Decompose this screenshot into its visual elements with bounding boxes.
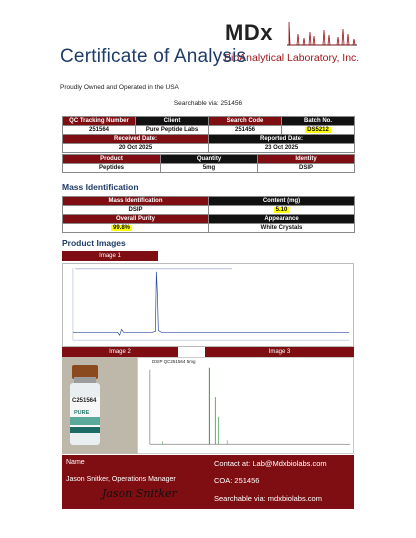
table-row (63, 126, 355, 135)
table-row (63, 164, 355, 173)
received-date-value: 20 Oct 2025 (63, 144, 209, 153)
vial-icon (62, 357, 137, 454)
header-mass-identification: Mass Identification (63, 197, 209, 206)
logo-chromatogram-icon (287, 20, 357, 46)
table-row (63, 206, 355, 215)
section-title-mass: Mass Identification (62, 182, 139, 192)
mass-spectrum-plot (138, 358, 353, 453)
chromatogram-image (62, 263, 354, 347)
table-row (63, 215, 355, 224)
table-row (63, 144, 355, 153)
logo-word: MDx (225, 20, 273, 45)
purity-value: 99.8% (113, 225, 131, 231)
batch-no-cell (282, 126, 355, 135)
document-title: Certificate of Analysis (60, 46, 247, 67)
footer (62, 455, 354, 509)
footer-name-label: Name (66, 459, 85, 466)
sample-table (62, 116, 355, 153)
searchable-text: Searchable via: 251456 (173, 100, 243, 107)
mass-table (62, 196, 355, 233)
image3-label: Image 3 (205, 347, 354, 357)
qc-tracking-value: 251564 (63, 126, 136, 135)
header-batch-no: Batch No. (282, 117, 355, 126)
owned-text: Proudly Owned and Operated in the USA (60, 84, 179, 91)
reported-date-value: 23 Oct 2025 (209, 144, 355, 153)
batch-no-value: DS5212 (307, 127, 329, 133)
header-product: Product (63, 155, 161, 164)
table-row (63, 197, 355, 206)
header-search-code: Search Code (209, 117, 282, 126)
signature: Jason Snitker (102, 487, 177, 500)
client-value: Pure Peptide Labs (136, 126, 209, 135)
header-client: Client (136, 117, 209, 126)
header (0, 0, 416, 80)
table-row (63, 224, 355, 233)
header-received-date: Received Date: (63, 135, 209, 144)
vial-code: C251564 (72, 398, 97, 404)
identity-value: DSIP (258, 164, 355, 173)
header-reported-date: Reported Date: (209, 135, 355, 144)
ms-label: DSIP QC251564 5mg (152, 359, 196, 364)
mass-identity-value: DSIP (63, 206, 209, 215)
header-quantity: Quantity (161, 155, 258, 164)
purity-cell (63, 224, 209, 233)
header-qc-tracking: QC Tracking Number (63, 117, 136, 126)
content-cell (209, 206, 355, 215)
vial-photo (62, 357, 137, 454)
header-content: Content (mg) (209, 197, 355, 206)
footer-coa: COA: 251456 (214, 476, 260, 485)
logo-subtitle: BioAnalytical Laboratory, Inc. (224, 52, 360, 64)
search-code-value: 251456 (209, 126, 282, 135)
appearance-value: White Crystals (209, 224, 355, 233)
table-row (63, 117, 355, 126)
quantity-value: 5mg (161, 164, 258, 173)
header-identity: Identity (258, 155, 355, 164)
image1-label: Image 1 (62, 251, 158, 261)
section-title-images: Product Images (62, 238, 126, 248)
header-overall-purity: Overall Purity (63, 215, 209, 224)
image2-label: Image 2 (62, 347, 178, 357)
product-value: Peptides (63, 164, 161, 173)
vial-brand: PURE (74, 410, 90, 416)
mass-spectrum-image (137, 357, 354, 454)
table-row (63, 135, 355, 144)
content-value: 5.10 (275, 207, 288, 213)
footer-contact[interactable]: Contact at: Lab@Mdxbiolabs.com (214, 459, 327, 468)
footer-name-value: Jason Snitker, Operations Manager (66, 476, 176, 483)
product-table (62, 154, 355, 173)
chromatogram-plot (63, 264, 353, 346)
header-appearance: Appearance (209, 215, 355, 224)
table-row (63, 155, 355, 164)
footer-search[interactable]: Searchable via: mdxbiolabs.com (214, 494, 322, 503)
